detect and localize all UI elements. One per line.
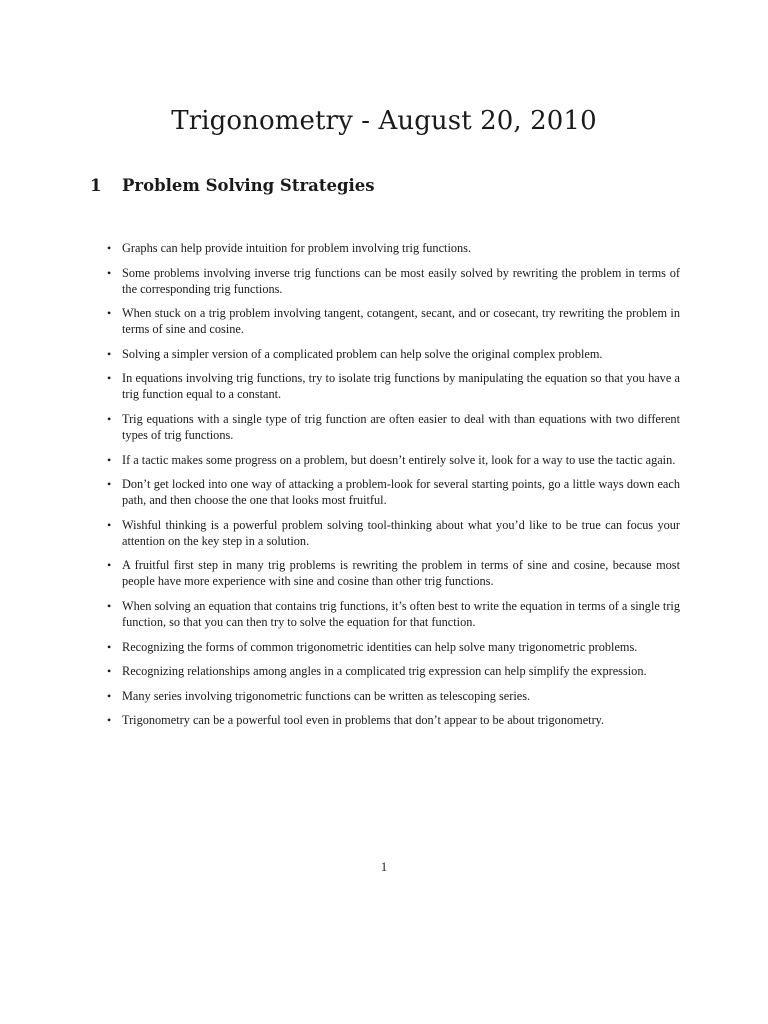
list-item [104, 265, 680, 297]
list-item [104, 712, 680, 728]
bullet-icon: • [107, 477, 112, 492]
list-item [104, 663, 680, 679]
bullet-icon: • [107, 411, 112, 426]
list-item-text: Wishful thinking is a powerful problem solving tool-thinking about what you’d like to be true can focus your attention on the key step in a solution. [122, 517, 680, 548]
list-item [104, 557, 680, 589]
bullet-icon: • [107, 452, 112, 467]
list-item [104, 476, 680, 508]
list-item-text: Recognizing the forms of common trigonometric identities can help solve many trigonometric problems. [122, 639, 638, 654]
section-number: 1 [90, 176, 102, 195]
bullet-icon: • [107, 639, 112, 654]
bullet-icon: • [107, 688, 112, 703]
list-item [104, 452, 680, 468]
list-item [104, 240, 680, 256]
list-item-text: Graphs can help provide intuition for problem involving trig functions. [122, 241, 472, 255]
bullet-icon: • [107, 346, 112, 361]
section-heading [90, 176, 375, 195]
list-item-text: When solving an equation that contains trig functions, it’s often best to write the equation in terms of a single trig function, so that you can then try to solve the equation for that function. [122, 598, 680, 629]
bullet-icon: • [107, 241, 112, 255]
section-title: Problem Solving Strategies [122, 176, 375, 195]
list-item [104, 517, 680, 549]
bullet-icon: • [107, 558, 112, 573]
list-item-text: When stuck on a trig problem involving tangent, cotangent, secant, and or cosecant, try rewriting the problem in terms of sine and cosine. [122, 306, 680, 337]
list-item-text: If a tactic makes some progress on a problem, but doesn’t entirely solve it, look for a way to use the tactic again. [122, 452, 676, 467]
bullet-icon: • [107, 713, 112, 728]
list-item [104, 346, 680, 362]
list-item [104, 370, 680, 402]
list-item [104, 598, 680, 630]
bullet-icon: • [107, 265, 112, 280]
list-item-text: Trig equations with a single type of trig function are often easier to deal with than equations with two different types of trig functions. [122, 411, 680, 442]
list-item-text: Some problems involving inverse trig functions can be most easily solved by rewriting the problem in terms of the corresponding trig functions. [122, 265, 680, 296]
strategy-list [104, 240, 680, 737]
bullet-icon: • [107, 598, 112, 613]
bullet-icon: • [107, 306, 112, 321]
list-item-text: A fruitful first step in many trig problems is rewriting the problem in terms of sine and cosine, because most people have more experience with sine and cosine than other trig functions. [122, 558, 680, 589]
bullet-icon: • [107, 371, 112, 386]
list-item [104, 688, 680, 704]
list-item-text: Solving a simpler version of a complicated problem can help solve the original complex problem. [122, 346, 603, 361]
list-item-text: Trigonometry can be a powerful tool even in problems that don’t appear to be about trigonometry. [122, 713, 605, 728]
list-item-text: Recognizing relationships among angles in a complicated trig expression can help simplify the expression. [122, 664, 647, 679]
list-item [104, 639, 680, 655]
page-number: 1 [380, 860, 388, 874]
list-item-text: Don’t get locked into one way of attacking a problem-look for several starting points, go a little ways down each path, and then choose the one that looks most fruitful. [122, 477, 680, 508]
bullet-icon: • [107, 664, 112, 679]
list-item [104, 305, 680, 337]
list-item-text: Many series involving trigonometric functions can be written as telescoping series. [122, 688, 531, 703]
document-title: Trigonometry - August 20, 2010 [171, 106, 597, 136]
bullet-icon: • [107, 517, 112, 532]
list-item [104, 411, 680, 443]
list-item-text: In equations involving trig functions, try to isolate trig functions by manipulating the equation so that you have a trig function equal to a constant. [122, 371, 680, 402]
